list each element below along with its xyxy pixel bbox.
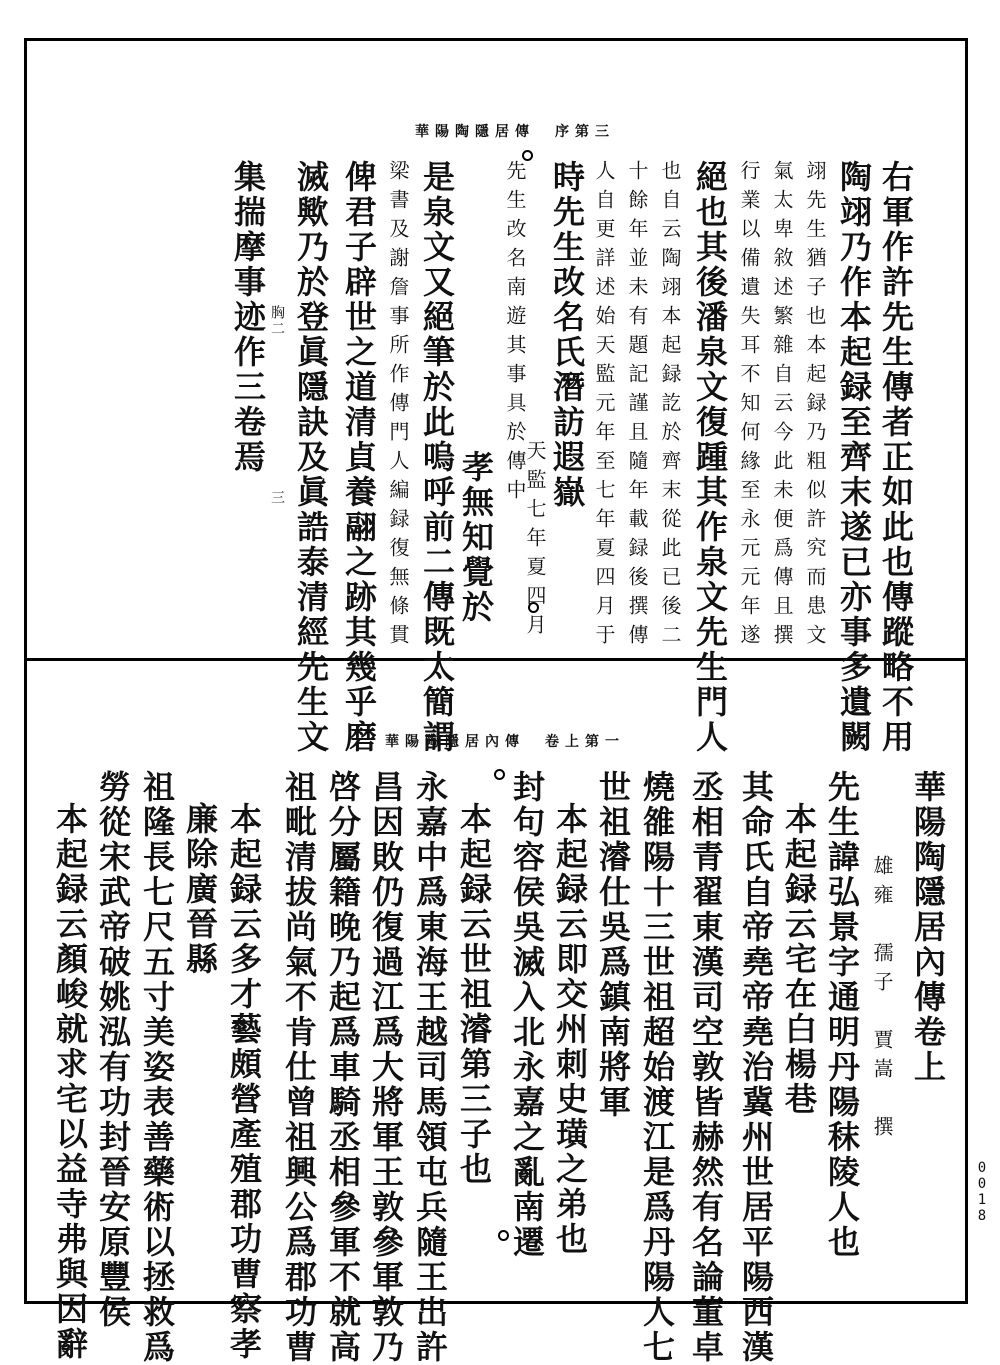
- bottom-column-6: 世祖濬仕吳爲鎮南將軍: [594, 770, 632, 1120]
- top-column-5: 行業以備遺失耳不知何緣至永元元年遂: [737, 160, 761, 653]
- bottom-column-8: 封句容侯吳滅入北永嘉之亂南遷: [508, 770, 546, 1260]
- bottom-column-4: 丞相青翟東漢司空敦皆赫然有名論董卓: [687, 770, 725, 1365]
- top-column-9: 人自更詳述始天監元年至七年夏四月于: [592, 160, 616, 653]
- bottom-page-header: 華陽陶隱居內傳 卷上第一: [385, 734, 625, 750]
- top-column-1: 右軍作許先生傳者正如此也傳蹤略不用: [877, 160, 915, 755]
- bottom-column-7: 本起録云即交州刺史璜之弟也: [551, 802, 589, 1257]
- bottom-column-14: 本起録云多才藝頗營產殖郡功曹察孝: [225, 802, 263, 1362]
- bottom-circle-marker-top: [494, 769, 505, 780]
- bottom-column-10: 永嘉中爲東海王越司馬領屯兵隨王出許: [411, 770, 449, 1365]
- bottom-column-5: 燒雒陽十三世祖超始渡江是爲丹陽人七: [638, 770, 676, 1365]
- top-column-4: 氣太卑敘述繁雜自云今此未便爲傳且撰: [770, 160, 794, 653]
- top-column-16: 集揣摩事迹作三卷焉: [229, 160, 267, 475]
- top-column-7: 也自云陶翊本起録訖於齊末從此已後二: [658, 160, 682, 653]
- bottom-column-18: 本起録云顏峻就求宅以益寺弗與因辭: [51, 802, 89, 1362]
- top-note-sheng: 胸二: [269, 305, 285, 337]
- bottom-author: 雄雍 孺子 賈嵩 撰: [870, 855, 894, 1145]
- top-note-tianjian: 天監七年夏四月: [523, 440, 547, 643]
- top-column-2: 陶翊乃作本起録至齊末遂已亦事多遺闕: [835, 160, 873, 755]
- top-page-mark: 三: [269, 490, 285, 506]
- bottom-column-16: 祖隆長七尺五寸美姿表善藥術以拯救爲: [138, 770, 176, 1365]
- bottom-column-2: 本起録云宅在白楊巷: [780, 802, 818, 1117]
- top-column-10: 時先生改名氏潛訪遐嶽: [548, 160, 586, 510]
- bottom-column-11: 昌因敗仍復過江爲大將軍王敦參軍敦乃: [367, 770, 405, 1365]
- bottom-column-13: 祖毗清拔尚氣不肯仕曾祖興公爲郡功曹: [280, 770, 318, 1365]
- top-note-fu: 孝無知覺於: [457, 450, 495, 625]
- bottom-column-1: 先生諱弘景字通明丹陽秣陵人也: [823, 770, 861, 1260]
- bottom-column-15: 廉除廣晉縣: [181, 802, 219, 977]
- top-column-6: 絕也其後潘泉文復踵其作泉文先生門人: [691, 160, 729, 755]
- bottom-column-12: 啓分屬籍晚乃起爲車騎丞相參軍不就高: [324, 770, 362, 1365]
- bottom-title: 華陽陶隱居內傳卷上: [909, 770, 947, 1085]
- top-column-11: 先生改名南遊其事具於傳中: [503, 160, 527, 508]
- page-divider: [24, 658, 968, 661]
- top-page-header: 華陽陶隱居傳 序第三: [415, 124, 615, 140]
- top-column-13: 梁書及謝詹事所作傳門人編録復無條貫: [386, 160, 410, 653]
- top-column-3: 翊先生猶子也本起録乃粗似許究而患文: [803, 160, 827, 653]
- bottom-column-3: 其命氏自帝堯帝堯治冀州世居平陽西漢: [737, 770, 775, 1365]
- top-column-15: 滅歟乃於登眞隱訣及眞誥泰清經先生文: [292, 160, 330, 755]
- bottom-circle-marker-bottom: [498, 1230, 509, 1241]
- note-circle-marker: [528, 602, 539, 613]
- bottom-column-9: 本起録云世祖濬第三子也: [455, 802, 493, 1187]
- top-circle-marker: [522, 150, 533, 161]
- bottom-column-17: 勞從宋武帝破姚泓有功封晉安原豐侯: [94, 770, 132, 1330]
- top-column-8: 十餘年並未有題記謹且隨年載録後撰傳: [625, 160, 649, 653]
- page-number: 0018: [974, 1160, 990, 1224]
- top-column-12: 是泉文又絕筆於此嗚呼前二傳既太簡謂: [418, 160, 456, 755]
- top-column-14: 俾君子辟世之道清貞養翮之跡其幾乎磨: [340, 160, 378, 755]
